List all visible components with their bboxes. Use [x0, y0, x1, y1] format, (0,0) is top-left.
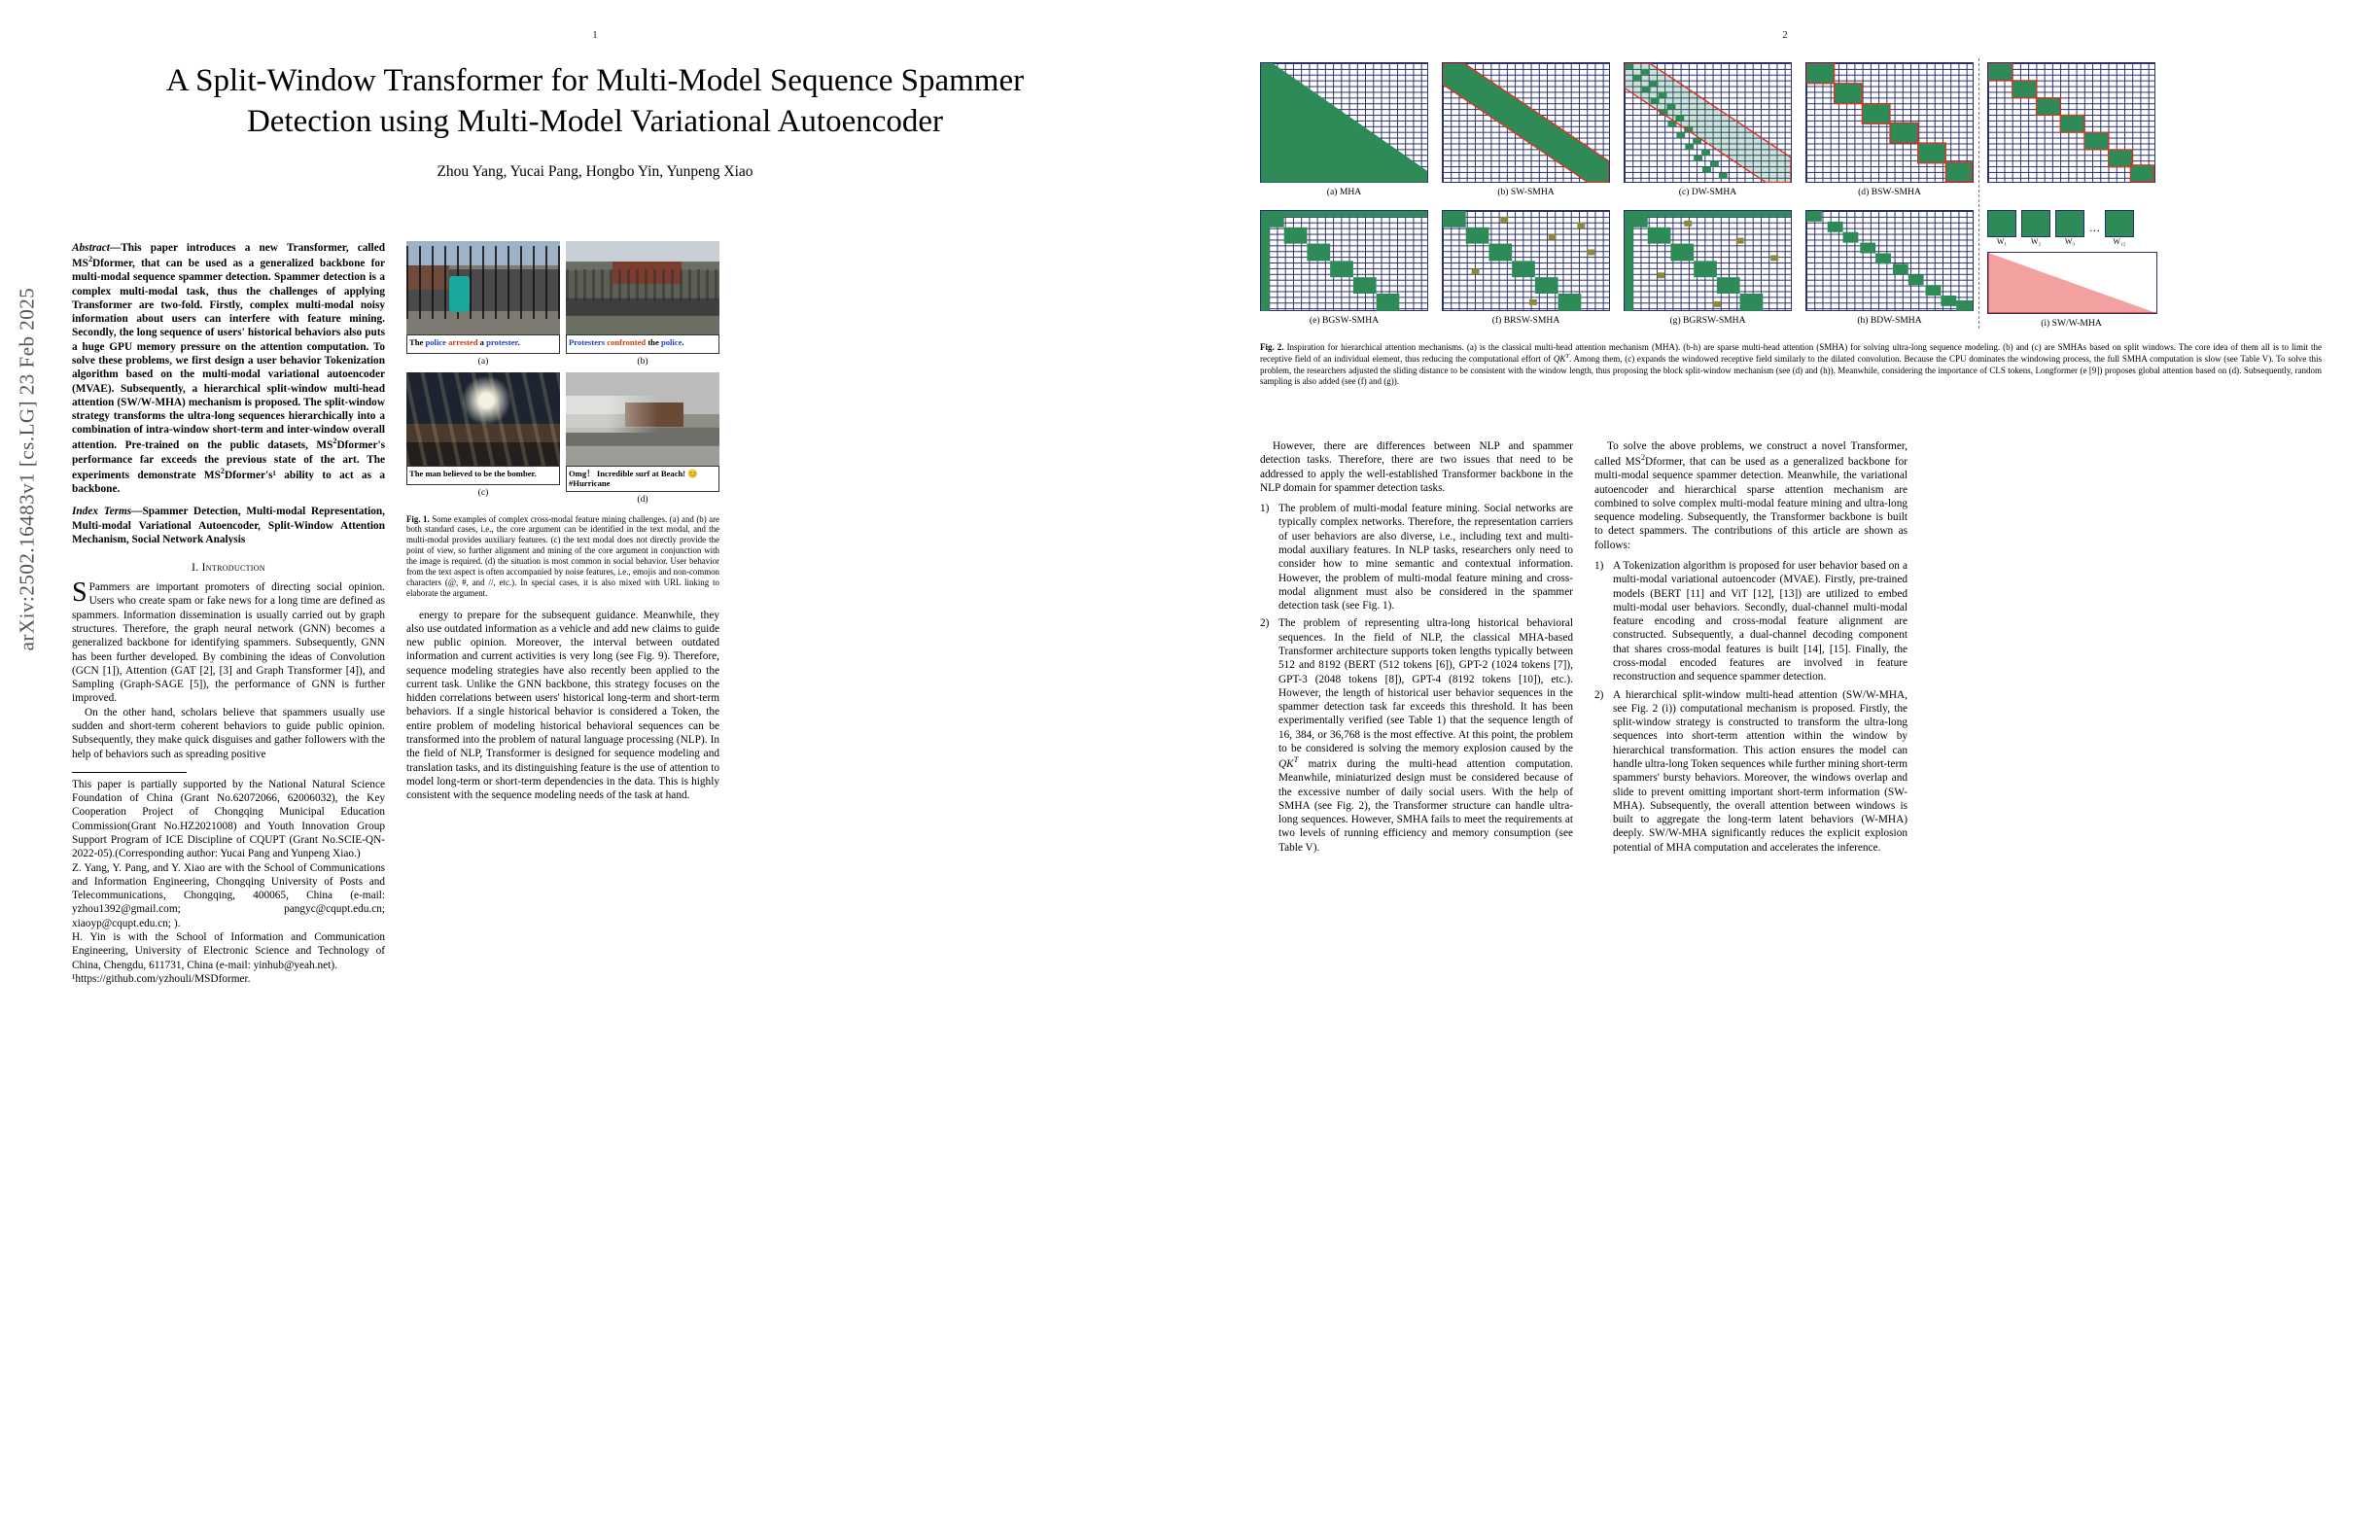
photo-d-caption — [566, 466, 719, 492]
footnote-code-url: ¹https://github.com/yzhouli/MSDformer. — [72, 972, 251, 985]
index-terms-text: Spammer Detection, Multi-modal Representation, Multi-modal Variational Autoencoder, Split-Window Attention Mechanism, Social Network Analysis — [72, 506, 385, 545]
list-item-text: A hierarchical split-window multi-head attention (SW/W-MHA, see Fig. 2 (i)) computational mechanism is proposed. Firstly, the split-window strategy is constructed to transform the ultra-long sequences into short-term attention within the window by hierarchical transformation. This action ensures the model can handle ultra-long Token sequences while further mining short-term spammers' bursty behaviors. Moreover, the windows overlap and slide to prevent omitting important short-term information (SW-MHA). Subsequently, the overall attention between windows is built to aggregate the long-term latent behaviors (W-MHA) deeply. SW/W-MHA significantly reduces the explicit explosion potential of MHA computation and accelerates the inference. — [1613, 688, 1908, 854]
figure-2-caption-lead: Fig. 2. — [1260, 342, 1284, 352]
bsw-smha-pattern-svg — [1806, 63, 1973, 183]
figure-2-label-h: (h) BDW-SMHA — [1857, 315, 1922, 326]
caption-run: Protesters — [569, 337, 606, 347]
arxiv-stamp: arXiv:2502.16483v1 [cs.LG] 23 Feb 2025 — [15, 287, 39, 651]
bgrsw-smha-pattern-svg — [1625, 211, 1791, 311]
dw-smha-pattern-svg — [1625, 63, 1791, 183]
figure-1-label-b: (b) — [637, 356, 648, 367]
drop-cap: S — [72, 578, 88, 609]
attention-matrix-swwmha-top — [1987, 62, 2155, 183]
figure-2-label-d: (d) BSW-SMHA — [1858, 187, 1921, 197]
photo-d-overlay — [566, 372, 719, 466]
figure-2-panel-f — [1442, 210, 1610, 326]
photo-b-overlay — [566, 241, 719, 334]
figure-2-label-a: (a) MHA — [1326, 187, 1362, 197]
window-2 — [2021, 210, 2050, 246]
author-list: Zhou Yang, Yucai Pang, Hongbo Yin, Yunpeng Xiao — [437, 163, 753, 181]
intro-paragraph-1 — [72, 580, 385, 706]
figure-2-row-2 — [1260, 210, 2322, 329]
figure-2-panel-g — [1624, 210, 1792, 326]
window-1 — [1987, 210, 2016, 246]
attention-matrix-brsw-smha — [1442, 210, 1610, 311]
bgsw-smha-pattern-svg — [1261, 211, 1427, 311]
caption-run: the — [646, 337, 661, 347]
figure-1-row-1 — [406, 241, 719, 372]
figure-1-caption — [406, 514, 719, 599]
list-marker: 2) — [1594, 688, 1604, 701]
abstract-lead: Abstract — [72, 242, 110, 254]
window-12 — [2105, 210, 2134, 246]
caption-run: arrested — [448, 337, 478, 347]
index-terms-lead: Index Terms — [72, 506, 132, 518]
list-item — [1260, 616, 1573, 855]
list-item — [1594, 688, 1908, 855]
bdw-smha-pattern-svg — [1806, 211, 1973, 311]
figure-1-caption-text: Some examples of complex cross-modal feature mining challenges. (a) and (b) are both standard cases, i.e., the core argument can be identified in the text modal, and the multi-modal provides auxiliary features. (c) the text modal does not directly provide the point of view, so further alignment and mining of the core argument in conjunction with the image is required. (d) the situation is most common in social behavior. User behavior from the text aspect is often accompanied by noise features, i.e., emojis and non-common characters (@, #, and //, etc.). In special cases, it is also mixed with URL linking to elaborate the argument. — [406, 513, 719, 598]
caption-run: a — [477, 337, 487, 347]
attention-matrix-bgrsw-smha — [1624, 210, 1792, 311]
caption-run: police — [425, 337, 446, 347]
attention-matrix-bdw-smha — [1805, 210, 1974, 311]
figure-2-panel-b — [1442, 62, 1610, 197]
figure-1-panel-d — [566, 372, 719, 510]
figure-2-panel-h — [1805, 210, 1974, 326]
page-title: A Split-Window Transformer for Multi-Model Sequence Spammer Detection using Multi-Model Variational Autoencoder — [165, 63, 1025, 140]
figure-2-label-e: (e) BGSW-SMHA — [1309, 315, 1380, 326]
figure-1-label-a: (a) — [477, 356, 489, 367]
intro-paragraph-3: energy to prepare for the subsequent guidance. Meanwhile, they also use outdated information as a vehicle and add new claims to guide new public opinion. Moreover, the interval between outdated information and current activities is very long (see Fig. 9). Therefore, sequence modeling strategies have also recently been applied to the current task. Unlike the GNN backbone, this strategy focuses on the hidden correlations between users' historical long-term and short-term behaviors. If a single historical behavior is considered a Token, the entire problem of modeling historical behavioral sequences can be transformed into the problem of natural language processing (NLP). In the field of NLP, Transformer is designed for sequence modeling and translation tasks, and its distinguishing feature is the use of attention to model long-term or short-term dependencies in the data. This is highly consistent with the sequence modeling needs of the task at hand. — [406, 609, 719, 802]
figure-2 — [1260, 62, 2322, 329]
caption-run: . — [682, 337, 684, 347]
figure-1-label-c: (c) — [477, 487, 489, 498]
window-3 — [2055, 210, 2084, 246]
page-number-1: 1 — [592, 29, 598, 41]
figure-2-label-c: (c) DW-SMHA — [1678, 187, 1737, 197]
caption-run: The — [409, 337, 426, 347]
photo-c-caption — [406, 466, 560, 485]
caption-run: police — [660, 337, 682, 347]
index-terms-dash: — — [131, 506, 143, 518]
figure-1-panel-b — [566, 241, 719, 372]
abstract-text: This paper introduces a new Transformer, called $MS^2Dformer$, that can be used as a generalized backbone for multi-modal sequence spammer detection. Spammer detection is a complex multi-modal task, thus the challenges of applying Transformer are two-fold. Firstly, complex multi-modal noisy information about users can interfere with feature mining. Secondly, the long sequence of users' historical behaviors also puts a huge GPU memory pressure on the attention computation. To solve these problems, we first design a user behavior Tokenization algorithm based on the multi-modal variational autoencoder (MVAE). Subsequently, a hierarchical split-window multi-head attention (SW/W-MHA) mechanism is proposed. The split-window strategy transforms the ultra-long sequences hierarchically into a combination of intra-window short-term and inter-window overall attention. Pre-trained on the public datasets, $MS^2Dformer's$ performance far exceeds the previous state of the art. The experiments demonstrate $MS^2Dformer's^1$ ability to act as a backbone. — [72, 242, 385, 496]
footnote-divider — [72, 772, 187, 773]
caption-run: Omg！ Incredible surf at Beach! 😊#Hurricane — [569, 469, 698, 489]
figure-2-panel-d — [1805, 62, 1974, 197]
photo-d-hurricane-surf — [566, 372, 719, 466]
brsw-smha-pattern-svg — [1443, 211, 1609, 311]
figure-2-panel-e — [1260, 210, 1428, 326]
window-strip — [1987, 210, 2155, 246]
page2-columns — [1260, 439, 2324, 858]
figure-2-label-b: (b) SW-SMHA — [1497, 187, 1555, 197]
window-1-label: W₁ — [1996, 237, 2008, 246]
attention-matrix-swwmha-bottom — [1987, 252, 2157, 314]
window-3-label: W₃ — [2064, 237, 2076, 246]
figure-1-label-d: (d) — [637, 493, 648, 505]
list-item — [1594, 559, 1908, 684]
figure-1 — [406, 241, 719, 599]
caption-run: protester — [486, 337, 518, 347]
photo-c-overlay — [406, 372, 560, 466]
window-2-box — [2021, 210, 2050, 237]
list-marker: 1) — [1594, 560, 1604, 573]
swwmha-top-pattern-svg — [1988, 63, 2154, 183]
attention-matrix-dw-smha — [1624, 62, 1792, 183]
figure-2-panel-i-bottom — [1987, 210, 2155, 329]
caption-run: . — [517, 337, 520, 347]
list-item-text: The problem of representing ultra-long historical behavioral sequences. In the field of NLP, the classical MHA-based Transformer architecture supports token lengths typically between 512 and 8192 (BERT (512 tokens [6]), GPT-2 (1024 tokens [7]), GPT-3 (2048 tokens [8]), GPT-4 (8192 tokens [10]), etc.). However, the length of historical user behavior sequences in the spammer detection task far exceeds this threshold. It has been experimentally verified (see Table 1) that the sequence length of 16, 384, or 36,768 is the most effective. At this point, the problem to be considered is solving the memory explosion caused by the $QK^T$ matrix during the multi-head attention computation. Meanwhile, miniaturized design must be considered because of the excessive number of daily social users. With the help of SMHA (see Fig. 2), the Transformer structure can handle ultra-long sequences. However, SMHA fails to meet the requirements at two levels of running efficiency and memory consumption (see Table V). — [1278, 617, 1573, 854]
figure-2-label-i: (i) SW/W-MHA — [2041, 318, 2102, 329]
list-item-text: The problem of multi-modal feature mining. Social networks are typically complex networks. Therefore, the representation carriers of user behaviors are also diverse, i.e., including text and multi-modal auxiliary features. In NLP tasks, researchers only need to consider how to mine semantic and contextual information. However, the problem of multi-modal feature mining and cross-modal alignment must also be considered in the spammer detection task (see Fig. 1). — [1278, 503, 1573, 612]
page2-right-column — [1594, 439, 1908, 858]
photo-b-caption — [566, 334, 719, 354]
window-ellipsis: … — [2089, 222, 2100, 234]
caption-run: The man believed to be the bomber. — [409, 469, 537, 478]
photo-a-police-arrest — [406, 241, 560, 334]
index-terms-block — [72, 505, 385, 546]
figure-2-panel-c — [1624, 62, 1792, 197]
page1-right-column — [406, 241, 719, 986]
page2-left-column — [1260, 439, 1573, 858]
figure-2-panel-a — [1260, 62, 1428, 197]
intro-paragraph-1-text: Pammers are important promoters of directing social opinion. Users who create spam or fake news for a long time are defined as spammers. Information dissemination is usually carried out by graph structures. Therefore, the graph neural network (GNN) becomes a generalized backbone for identifying spammers. Subsequently, GNN has been further developed. By combining the ideas of Convolution (GCN [1]), Attention (GAT [2], [3] and Graph Transformer [4]), and Sampling (Graph-SAGE [5]), the performance of GNN is further improved. — [72, 581, 385, 705]
sw-smha-pattern-svg — [1443, 63, 1609, 183]
figure-1-panel-a — [406, 241, 560, 372]
figure-2-row-1 — [1260, 62, 2322, 197]
swwmha-bottom-pattern-svg — [1988, 253, 2156, 313]
figure-2-caption-text: Inspiration for hierarchical attention mechanisms. (a) is the classical multi-head attention mechanism (MHA). (b-h) are sparse multi-head attention (SMHA) for solving ultra-long sequence modeling. (b) and (c) are SMHAs based on split windows. The core idea of them all is to limit the receptive field of an individual element, thus reducing the computational effort of $QK^T$. Among them, (c) expands the windowed receptive field similarly to the dilated convolution. Because the CPU dominates the windowing process, the full SMHA computation is slow (see Table V). To solve this problem, the researchers adjusted the sliding distance to be consistent with the window length, thus proposing the block split-window mechanism (see (d) and (h)). Meanwhile, considering the importance of CLS tokens, Longformer (e [9]) proposes global attention based on (d). Subsequently, random sampling is also added (see (f) and (g)). — [1260, 342, 2323, 386]
footnote-funding: This paper is partially supported by the National Natural Science Foundation of China (Grant No.62072066, 62006032), the Key Cooperation Project of Chongqing Municipal Education Commission(Grant No.HZ2021008) and Youth Innovation Group Support Program of ICE Discipline of CQUPT (Grant No.SCIE-QN-2022-05).(Corresponding author: Yucai Pang and Yunpeng Xiao.) — [72, 778, 385, 860]
page1-left-column — [72, 241, 385, 986]
page-number-2: 2 — [1782, 29, 1788, 41]
list-marker: 2) — [1260, 617, 1270, 630]
photo-a-overlay — [406, 241, 560, 334]
mha-pattern-svg — [1261, 63, 1427, 183]
figure-2-panel-i — [1987, 62, 2155, 183]
figure-1-row-2 — [406, 372, 719, 510]
figure-2-caption — [1260, 342, 2322, 387]
page2-right-list — [1594, 559, 1908, 855]
page-2 — [1190, 0, 2380, 1540]
photo-c-bomber — [406, 372, 560, 466]
attention-matrix-bsw-smha — [1805, 62, 1974, 183]
figure-1-panel-c — [406, 372, 560, 510]
abstract-block — [72, 241, 385, 496]
figure-1-caption-lead: Fig. 1. — [406, 513, 430, 524]
page1-columns — [72, 241, 1134, 986]
list-marker: 1) — [1260, 503, 1270, 515]
attention-matrix-mha — [1260, 62, 1428, 183]
figure-2-label-f: (f) BRSW-SMHA — [1491, 315, 1560, 326]
section-heading-introduction: I. Introduction — [192, 561, 265, 575]
photo-a-caption — [406, 334, 560, 354]
attention-matrix-bgsw-smha — [1260, 210, 1428, 311]
footnote-affiliation-2: H. Yin is with the School of Information and Communication Engineering, University of Electronic Science and Technology of China, Chengdu, 611731, China (e-mail: yinhub@yeah.net). — [72, 930, 385, 971]
window-12-box — [2105, 210, 2134, 237]
window-2-label: W₂ — [2030, 237, 2042, 246]
figure-2-label-g: (g) BGRSW-SMHA — [1669, 315, 1746, 326]
photo-a-figure — [449, 276, 470, 311]
list-item — [1260, 502, 1573, 612]
footnote-affiliation-1: Z. Yang, Y. Pang, and Y. Xiao are with the School of Communications and Information Engineering, Chongqing University of Posts and Telecommunications, Chongqing, 400065, China (e-mail: yzhou1392@gmail.com; pangyc@cqupt.edu.cn; xiaoyp@cqupt.edu.cn; ). — [72, 861, 385, 929]
photo-b-protesters — [566, 241, 719, 334]
page2-left-list — [1260, 502, 1573, 855]
page2-right-paragraph-1: To solve the above problems, we construct a novel Transformer, called $MS^2Dformer$, that can be used as a generalized backbone for multi-modal sequence spammer detection. Meanwhile, the variational autoencoder and hierarchical sparse attention mechanism are combined to solve complex multi-modal feature mining and ultra-long sequence modeling. Subsequently, the Transformer backbone is built to detect spammers. The contributions of this article are shown as follows: — [1594, 440, 1908, 551]
list-item-text: A Tokenization algorithm is proposed for user behavior based on a multi-modal variational autoencoder (MVAE). Firstly, pre-trained models (BERT [11] and ViT [12], [13]) are utilized to embed multi-modal user behaviors. Secondly, dual-channel multi-modal feature encoding and cross-modal feature alignment are constructed. Subsequently, a dual-channel decoding component that shares cross-modal features is built [14], [15]. Finally, the cross-modal encoded features are involved in feature reconstruction and sequence spammer detection. — [1613, 560, 1908, 683]
window-12-label: W₁₂ — [2113, 237, 2126, 246]
figure-2-divider — [1978, 58, 1979, 329]
attention-matrix-sw-smha — [1442, 62, 1610, 183]
window-3-box — [2055, 210, 2084, 237]
intro-paragraph-2: On the other hand, scholars believe that spammers usually use sudden and short-term coherent behaviors to guide public opinion. Subsequently, they make quick disguises and gather followers with the help of behaviors such as spreading positive — [72, 706, 385, 760]
caption-run: confronted — [607, 337, 647, 347]
abstract-dash: — — [109, 242, 122, 254]
window-1-box — [1987, 210, 2016, 237]
page2-left-paragraph-1: However, there are differences between NLP and spammer detection tasks. Therefore, there are two issues that need to be addressed to apply the well-established Transformer backbone in the NLP domain for spammer detection tasks. — [1260, 440, 1573, 494]
